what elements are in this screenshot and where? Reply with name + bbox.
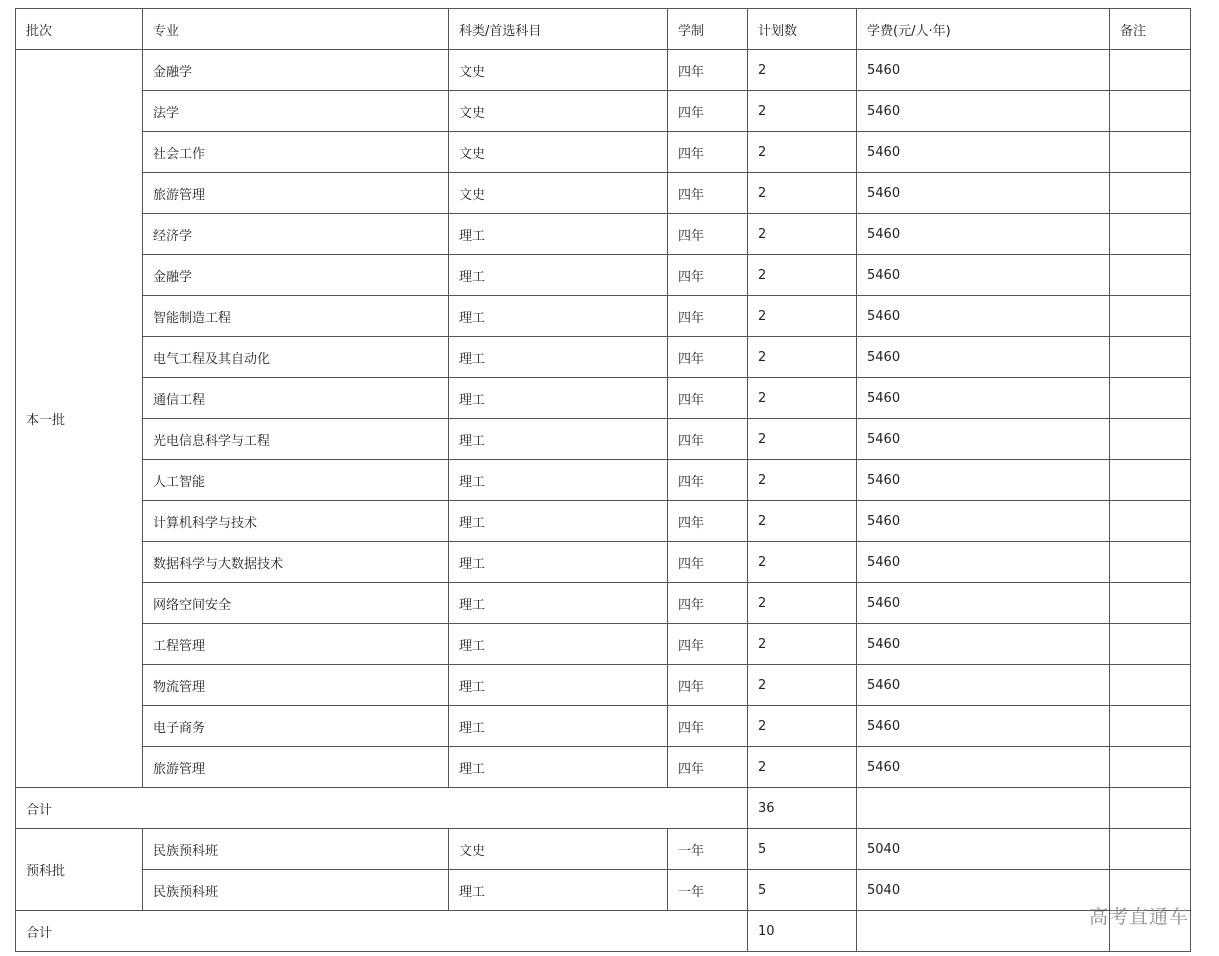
tuition-cell: 5460: [857, 501, 1110, 542]
header-major: 专业: [143, 9, 449, 50]
major-cell: 网络空间安全: [143, 583, 449, 624]
table-row: [16, 337, 1191, 378]
plan-count-cell: 5: [748, 870, 857, 911]
total-notes-cell: [1110, 788, 1191, 829]
table-row: [16, 132, 1191, 173]
watermark: 高考直通车: [1088, 906, 1189, 928]
total-tuition-cell: [857, 911, 1110, 952]
duration-cell: 四年: [668, 255, 748, 296]
major-cell: 旅游管理: [143, 747, 449, 788]
notes-cell: [1110, 583, 1191, 624]
duration-cell: 一年: [668, 829, 748, 870]
header-batch: 批次: [16, 9, 143, 50]
plan-count-cell: 2: [748, 173, 857, 214]
plan-count-cell: 2: [748, 624, 857, 665]
plan-count-cell: 2: [748, 296, 857, 337]
subject-cell: 文史: [449, 173, 668, 214]
major-cell: 法学: [143, 91, 449, 132]
batch-cell: 预科批: [16, 829, 143, 911]
header-plan-count: 计划数: [748, 9, 857, 50]
notes-cell: [1110, 665, 1191, 706]
notes-cell: [1110, 378, 1191, 419]
subject-cell: 理工: [449, 542, 668, 583]
table-row: [16, 665, 1191, 706]
table-row: [16, 173, 1191, 214]
duration-cell: 四年: [668, 501, 748, 542]
tuition-cell: 5460: [857, 583, 1110, 624]
enrollment-plan-table: [15, 8, 1191, 952]
duration-cell: 四年: [668, 583, 748, 624]
tuition-cell: 5460: [857, 460, 1110, 501]
notes-cell: [1110, 501, 1191, 542]
tuition-cell: 5460: [857, 173, 1110, 214]
batch-cell: 本一批: [16, 50, 143, 788]
duration-cell: 四年: [668, 296, 748, 337]
plan-count-cell: 2: [748, 214, 857, 255]
subject-cell: 理工: [449, 501, 668, 542]
plan-count-cell: 2: [748, 706, 857, 747]
major-cell: 计算机科学与技术: [143, 501, 449, 542]
tuition-cell: 5460: [857, 50, 1110, 91]
duration-cell: 四年: [668, 214, 748, 255]
tuition-cell: 5460: [857, 91, 1110, 132]
notes-cell: [1110, 460, 1191, 501]
notes-cell: [1110, 255, 1191, 296]
subject-cell: 理工: [449, 583, 668, 624]
duration-cell: 四年: [668, 50, 748, 91]
major-cell: 电气工程及其自动化: [143, 337, 449, 378]
duration-cell: 四年: [668, 624, 748, 665]
duration-cell: 四年: [668, 747, 748, 788]
tuition-cell: 5460: [857, 706, 1110, 747]
table-row: [16, 747, 1191, 788]
major-cell: 民族预科班: [143, 829, 449, 870]
tuition-cell: 5460: [857, 255, 1110, 296]
major-cell: 电子商务: [143, 706, 449, 747]
major-cell: 数据科学与大数据技术: [143, 542, 449, 583]
subject-cell: 理工: [449, 337, 668, 378]
table-row: [16, 419, 1191, 460]
plan-count-cell: 2: [748, 665, 857, 706]
table-row: [16, 255, 1191, 296]
duration-cell: 四年: [668, 132, 748, 173]
table-row: [16, 829, 1191, 870]
table-row: [16, 706, 1191, 747]
major-cell: 社会工作: [143, 132, 449, 173]
header-tuition: 学费(元/人·年): [857, 9, 1110, 50]
plan-count-cell: 5: [748, 829, 857, 870]
header-notes: 备注: [1110, 9, 1191, 50]
table-row: [16, 624, 1191, 665]
subject-cell: 理工: [449, 870, 668, 911]
duration-cell: 四年: [668, 419, 748, 460]
plan-count-cell: 2: [748, 583, 857, 624]
total-row: [16, 911, 1191, 952]
major-cell: 通信工程: [143, 378, 449, 419]
plan-count-cell: 2: [748, 337, 857, 378]
major-cell: 经济学: [143, 214, 449, 255]
total-count: 36: [748, 788, 857, 829]
tuition-cell: 5460: [857, 624, 1110, 665]
notes-cell: [1110, 132, 1191, 173]
subject-cell: 文史: [449, 50, 668, 91]
major-cell: 金融学: [143, 255, 449, 296]
total-count: 10: [748, 911, 857, 952]
total-label: 合计: [16, 911, 748, 952]
major-cell: 物流管理: [143, 665, 449, 706]
plan-count-cell: 2: [748, 747, 857, 788]
duration-cell: 四年: [668, 460, 748, 501]
subject-cell: 文史: [449, 829, 668, 870]
plan-count-cell: 2: [748, 91, 857, 132]
table-row: [16, 296, 1191, 337]
notes-cell: [1110, 50, 1191, 91]
plan-count-cell: 2: [748, 501, 857, 542]
notes-cell: [1110, 542, 1191, 583]
duration-cell: 四年: [668, 706, 748, 747]
tuition-cell: 5460: [857, 296, 1110, 337]
tuition-cell: 5040: [857, 870, 1110, 911]
major-cell: 金融学: [143, 50, 449, 91]
notes-cell: [1110, 214, 1191, 255]
tuition-cell: 5040: [857, 829, 1110, 870]
tuition-cell: 5460: [857, 337, 1110, 378]
table-row: [16, 91, 1191, 132]
subject-cell: 理工: [449, 460, 668, 501]
subject-cell: 理工: [449, 747, 668, 788]
plan-count-cell: 2: [748, 378, 857, 419]
header-subject: 科类/首选科目: [449, 9, 668, 50]
tuition-cell: 5460: [857, 214, 1110, 255]
notes-cell: [1110, 419, 1191, 460]
total-label: 合计: [16, 788, 748, 829]
table-row: [16, 583, 1191, 624]
major-cell: 工程管理: [143, 624, 449, 665]
header-duration: 学制: [668, 9, 748, 50]
duration-cell: 四年: [668, 173, 748, 214]
duration-cell: 四年: [668, 337, 748, 378]
subject-cell: 理工: [449, 214, 668, 255]
total-tuition-cell: [857, 788, 1110, 829]
notes-cell: [1110, 296, 1191, 337]
table-row: [16, 501, 1191, 542]
duration-cell: 四年: [668, 542, 748, 583]
plan-count-cell: 2: [748, 419, 857, 460]
total-row: [16, 788, 1191, 829]
major-cell: 人工智能: [143, 460, 449, 501]
table-row: [16, 50, 1191, 91]
subject-cell: 理工: [449, 378, 668, 419]
major-cell: 光电信息科学与工程: [143, 419, 449, 460]
subject-cell: 理工: [449, 296, 668, 337]
tuition-cell: 5460: [857, 419, 1110, 460]
plan-count-cell: 2: [748, 132, 857, 173]
subject-cell: 文史: [449, 132, 668, 173]
plan-count-cell: 2: [748, 255, 857, 296]
duration-cell: 一年: [668, 870, 748, 911]
major-cell: 旅游管理: [143, 173, 449, 214]
tuition-cell: 5460: [857, 542, 1110, 583]
plan-count-cell: 2: [748, 460, 857, 501]
duration-cell: 四年: [668, 91, 748, 132]
notes-cell: [1110, 337, 1191, 378]
tuition-cell: 5460: [857, 747, 1110, 788]
table-row: [16, 460, 1191, 501]
notes-cell: [1110, 829, 1191, 870]
notes-cell: [1110, 91, 1191, 132]
notes-cell: [1110, 706, 1191, 747]
major-cell: 智能制造工程: [143, 296, 449, 337]
tuition-cell: 5460: [857, 665, 1110, 706]
table-row: [16, 378, 1191, 419]
table-row: [16, 542, 1191, 583]
subject-cell: 文史: [449, 91, 668, 132]
notes-cell: [1110, 624, 1191, 665]
table-row: [16, 214, 1191, 255]
plan-count-cell: 2: [748, 542, 857, 583]
duration-cell: 四年: [668, 378, 748, 419]
tuition-cell: 5460: [857, 132, 1110, 173]
header-row: [16, 9, 1191, 50]
duration-cell: 四年: [668, 665, 748, 706]
plan-count-cell: 2: [748, 50, 857, 91]
subject-cell: 理工: [449, 624, 668, 665]
subject-cell: 理工: [449, 419, 668, 460]
table-row: [16, 870, 1191, 911]
subject-cell: 理工: [449, 255, 668, 296]
notes-cell: [1110, 747, 1191, 788]
tuition-cell: 5460: [857, 378, 1110, 419]
subject-cell: 理工: [449, 665, 668, 706]
subject-cell: 理工: [449, 706, 668, 747]
major-cell: 民族预科班: [143, 870, 449, 911]
notes-cell: [1110, 173, 1191, 214]
